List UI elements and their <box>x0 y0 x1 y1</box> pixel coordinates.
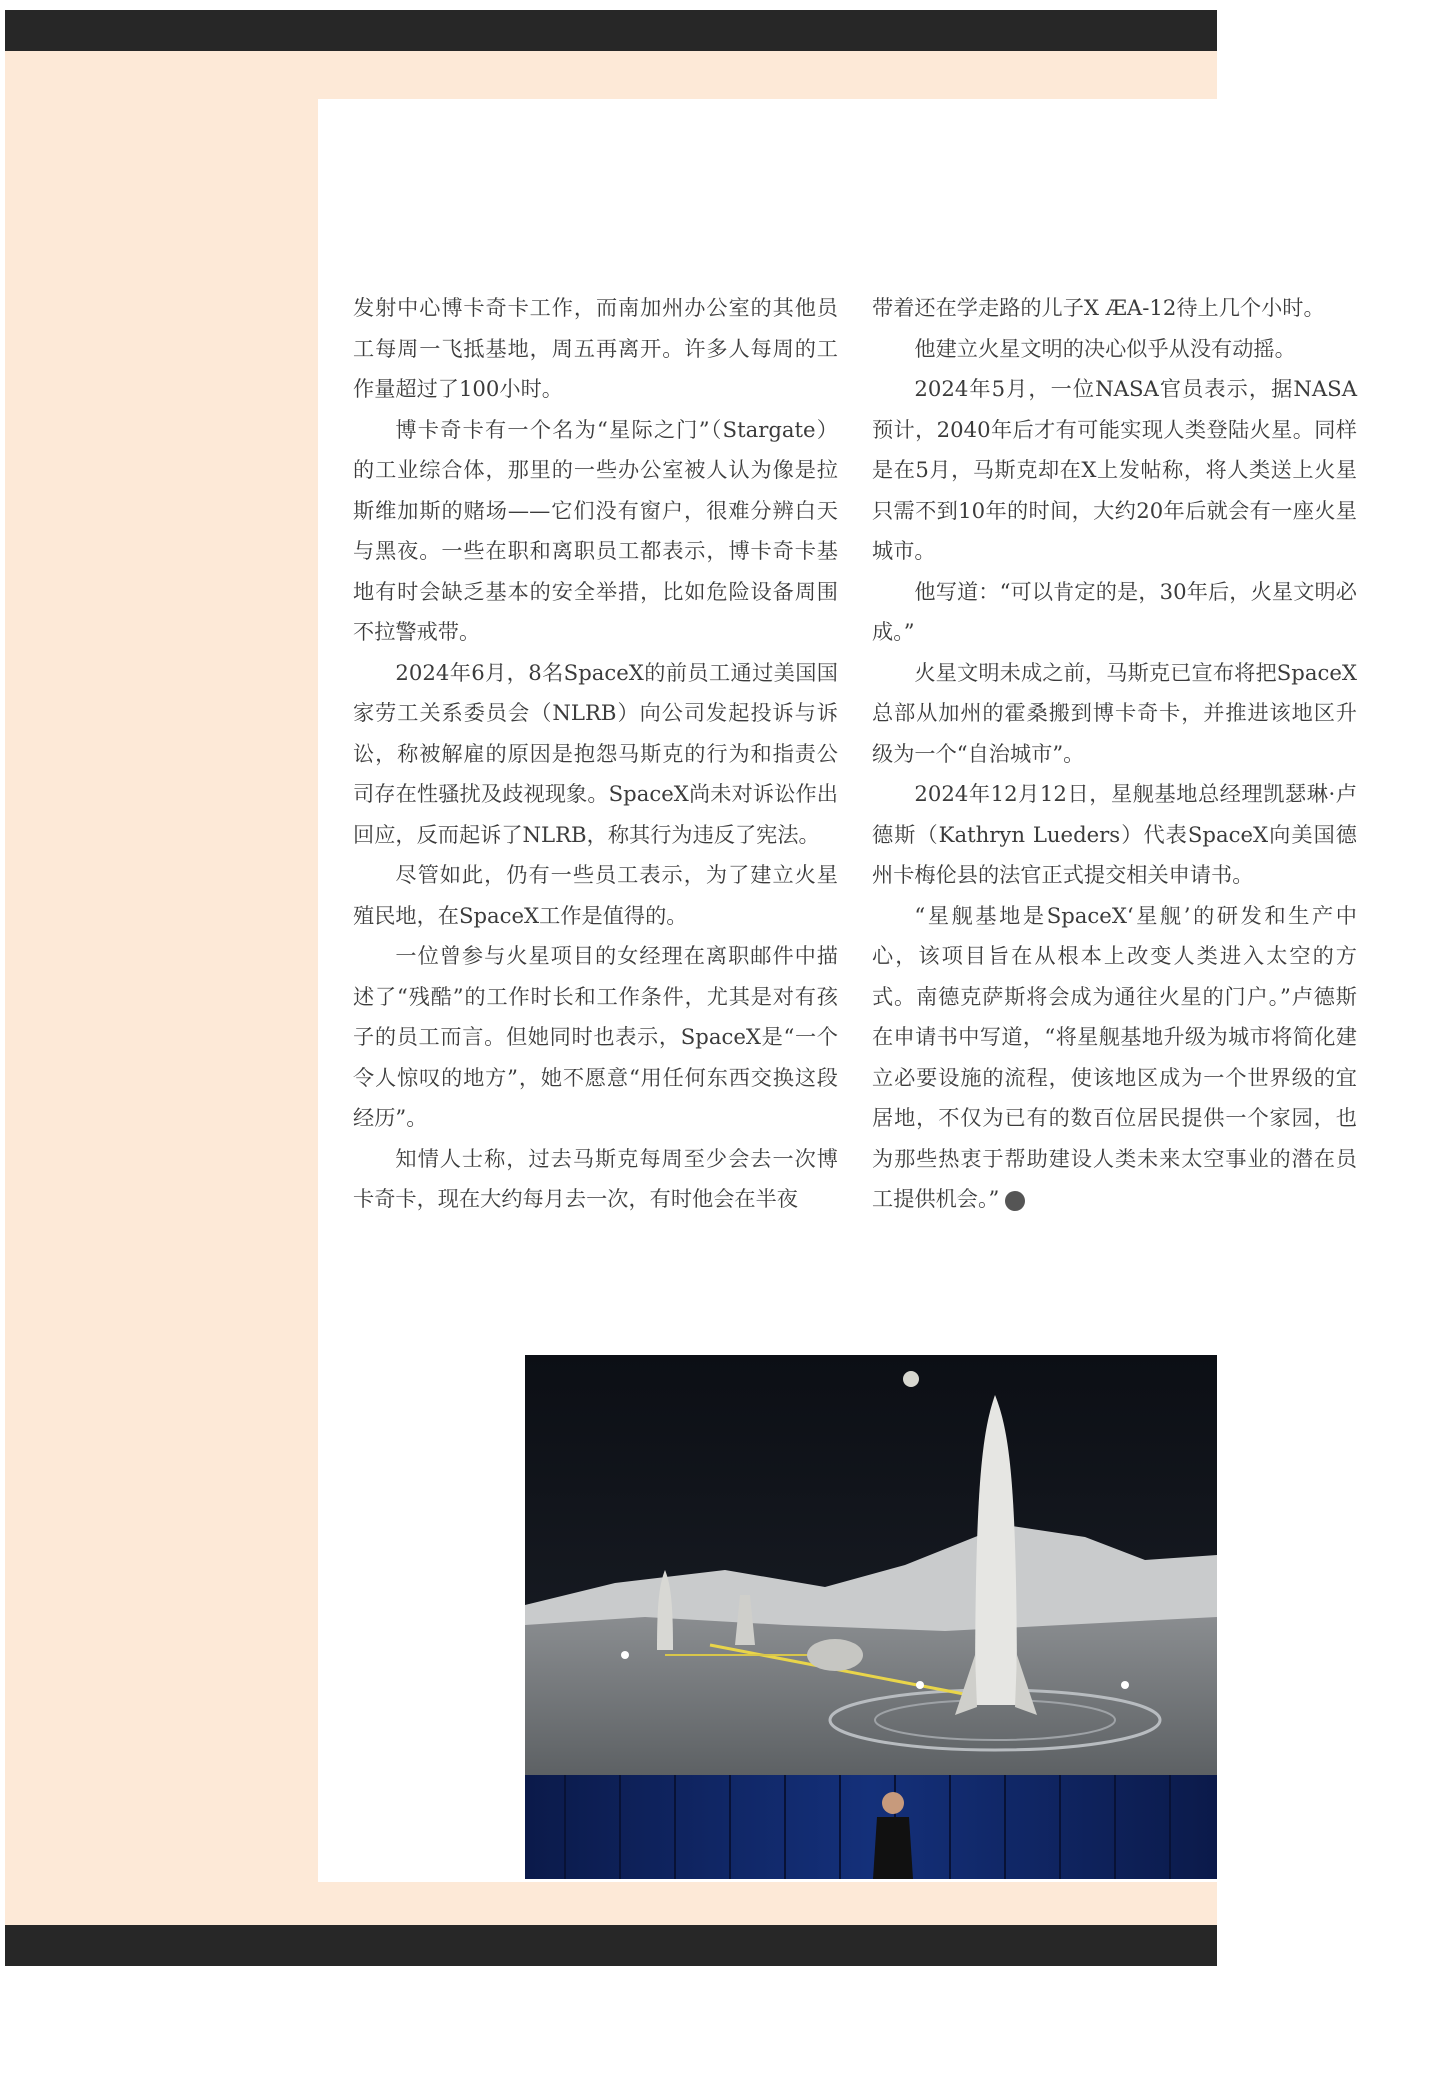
paragraph-text: “星舰基地是SpaceX‘星舰’的研发和生产中心，该项目旨在从根本上改变人类进入太空的方式。南德克萨斯将会成为通往火星的门户。”卢德斯在申请书中写道，“将星舰基地升级为城市将简化建立必要设施的流程，使该地区成为一个世界级的宜居地，不仅为已有的数百位居民提供一个家园，也为那些热衷于帮助建设人类未来太空事业的潜在员工提供机会。” <box>872 902 1357 1211</box>
paragraph: 一位曾参与火星项目的女经理在离职邮件中描述了“残酷”的工作时长和工作条件，尤其是对有孩子的员工而言。但她同时也表示，SpaceX是“一个令人惊叹的地方”，她不愿意“用任何东西交换这段经历”。 <box>353 943 838 1130</box>
mars-base-illustration <box>525 1355 1217 1879</box>
paragraph: 他写道：“可以肯定的是，30年后，火星文明必成。” <box>872 578 1357 644</box>
top-bar <box>5 10 1217 51</box>
paragraph: 2024年5月，一位NASA官员表示，据NASA预计，2040年后才有可能实现人类登陆火星。同样是在5月，马斯克却在X上发帖称，将人类送上火星只需不到10年的时间，大约20年后就会有一座火星城市。 <box>872 376 1357 563</box>
article-column-right <box>872 288 1357 1220</box>
paragraph-last <box>872 896 1357 1220</box>
paragraph: 2024年12月12日，星舰基地总经理凯瑟琳·卢德斯（Kathryn Lueders）代表SpaceX向美国德州卡梅伦县的法官正式提交相关申请书。 <box>872 781 1357 887</box>
paragraph: 火星文明未成之前，马斯克已宣布将把SpaceX总部从加州的霍桑搬到博卡奇卡，并推进该地区升级为一个“自治城市”。 <box>872 659 1357 766</box>
mars-base-photo <box>525 1355 1217 1879</box>
end-mark-icon: W <box>1005 1191 1025 1211</box>
paragraph: 发射中心博卡奇卡工作，而南加州办公室的其他员工每周一飞抵基地，周五再离开。许多人每周的工作量超过了100小时。 <box>353 295 838 401</box>
paragraph: 知情人士称，过去马斯克每周至少会去一次博卡奇卡，现在大约每月去一次，有时他会在半夜 <box>353 1145 838 1211</box>
paragraph: 博卡奇卡有一个名为“星际之门”（Stargate）的工业综合体，那里的一些办公室被人认为像是拉斯维加斯的赌场——它们没有窗户，很难分辨白天与黑夜。一些在职和离职员工都表示，博卡奇卡基地有时会缺乏基本的安全举措，比如危险设备周围不拉警戒带。 <box>353 416 838 644</box>
bottom-bar <box>5 1925 1217 1966</box>
paragraph: 带着还在学走路的儿子X ÆA-12待上几个小时。 <box>872 295 1325 320</box>
paragraph: 尽管如此，仍有一些员工表示，为了建立火星殖民地，在SpaceX工作是值得的。 <box>353 862 838 928</box>
article-column-left <box>353 288 838 1220</box>
paragraph: 他建立火星文明的决心似乎从没有动摇。 <box>914 335 1296 361</box>
paragraph: 2024年6月，8名SpaceX的前员工通过美国国家劳工关系委员会（NLRB）向公司发起投诉与诉讼，称被解雇的原因是抱怨马斯克的行为和指责公司存在性骚扰及歧视现象。SpaceX尚未对诉讼作出回应，反而起诉了NLRB，称其行为违反了宪法。 <box>353 659 838 847</box>
